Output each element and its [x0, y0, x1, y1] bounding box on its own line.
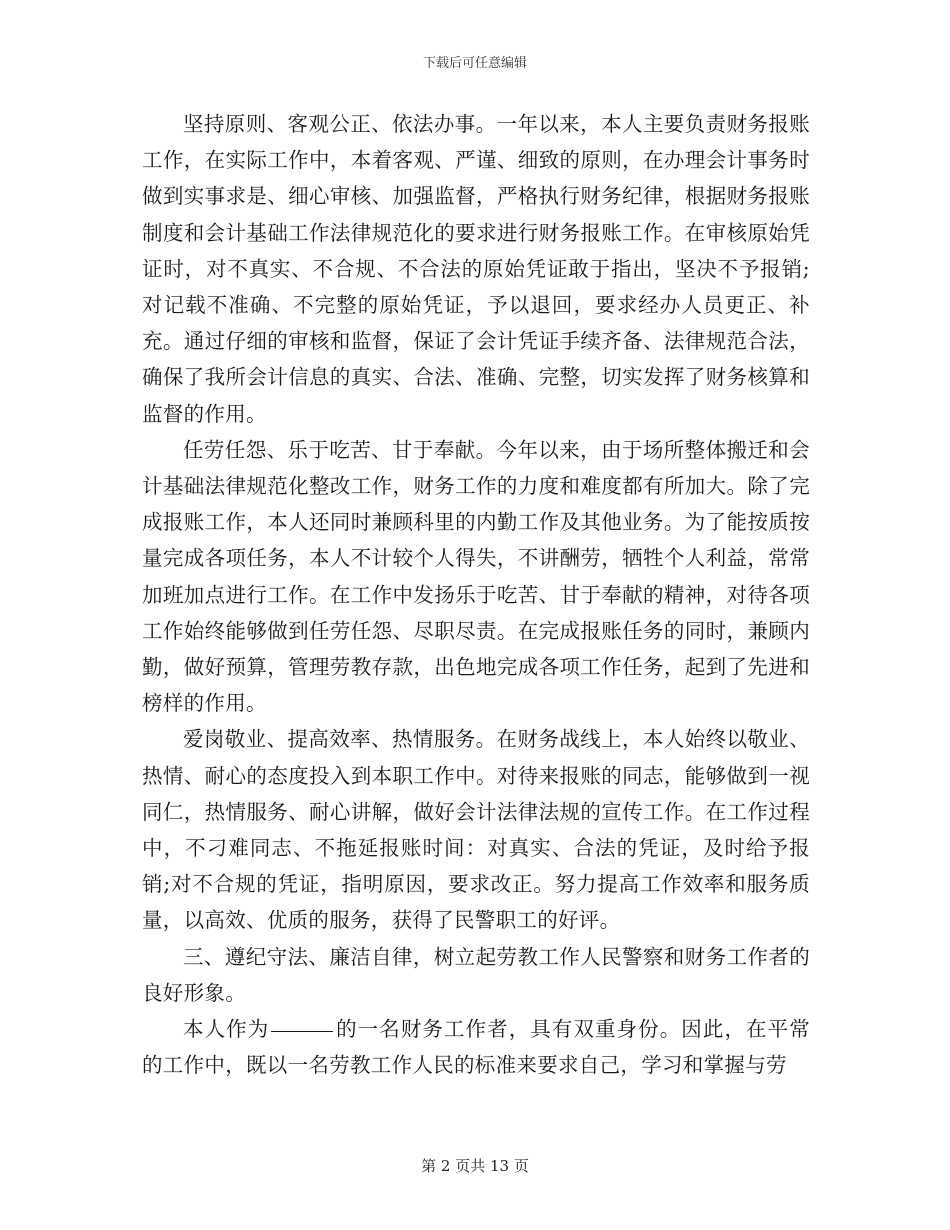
paragraph-section-three: 三、遵纪守法、廉洁自律，树立起劳教工作人民警察和财务工作者的良好形象。: [142, 944, 810, 1005]
paragraph-identity: [142, 1011, 810, 1083]
fill-in-blank: [271, 1030, 333, 1032]
paragraph-identity-start: 本人作为: [183, 1017, 270, 1042]
page-number-footer: 第 2 页共 13 页: [421, 1157, 529, 1175]
paragraph-dedication: 任劳任怨、乐于吃苦、甘于奉献。今年以来，由于场所整体搬迁和会计基础法律规范化整改工作，财务工作的力度和难度都有所加大。除了完成报账工作，本人还同时兼顾科里的内勤工作及其他业务。为了能按质按量完成各项任务，本人不计较个人得失，不讲酬劳，牺牲个人利益，常常加班加点进行工作。在工作中发扬乐于吃苦、甘于奉献的精神，对待各项工作始终能够做到任劳任怨、尽职尽责。在完成报账任务的同时，兼顾内勤，做好预算，管理劳教存款，出色地完成各项工作任务，起到了先进和榜样的作用。: [142, 437, 810, 716]
paragraph-service: 爱岗敬业、提高效率、热情服务。在财务战线上，本人始终以敬业、热情、耐心的态度投入到本职工作中。对待来报账的同志，能够做到一视同仁，热情服务、耐心讲解，做好会计法律法规的宣传工作。在工作过程中，不刁难同志、不拖延报账时间：对真实、合法的凭证，及时给予报销;对不合规的凭证，指明原因，要求改正。努力提高工作效率和服务质量，以高效、优质的服务，获得了民警职工的好评。: [142, 727, 810, 933]
page-header: 下载后可任意编辑: [422, 56, 527, 71]
document-body: [142, 106, 810, 1083]
paragraph-identity-rest: 的一名财务工作者，具有双重身份。因此，在平常的工作中，既以一名劳教工作人民的标准来要求自己，学习和掌握与劳: [142, 1017, 810, 1078]
paragraph-principles: 坚持原则、客观公正、依法办事。一年以来，本人主要负责财务报账工作，在实际工作中，本着客观、严谨、细致的原则，在办理会计事务时做到实事求是、细心审核、加强监督，严格执行财务纪律，根据财务报账制度和会计基础工作法律规范化的要求进行财务报账工作。在审核原始凭证时，对不真实、不合规、不合法的原始凭证敢于指出，坚决不予报销;对记载不准确、不完整的原始凭证，予以退回，要求经办人员更正、补充。通过仔细的审核和监督，保证了会计凭证手续齐备、法律规范合法，确保了我所会计信息的真实、合法、准确、完整，切实发挥了财务核算和监督的作用。: [142, 112, 810, 426]
